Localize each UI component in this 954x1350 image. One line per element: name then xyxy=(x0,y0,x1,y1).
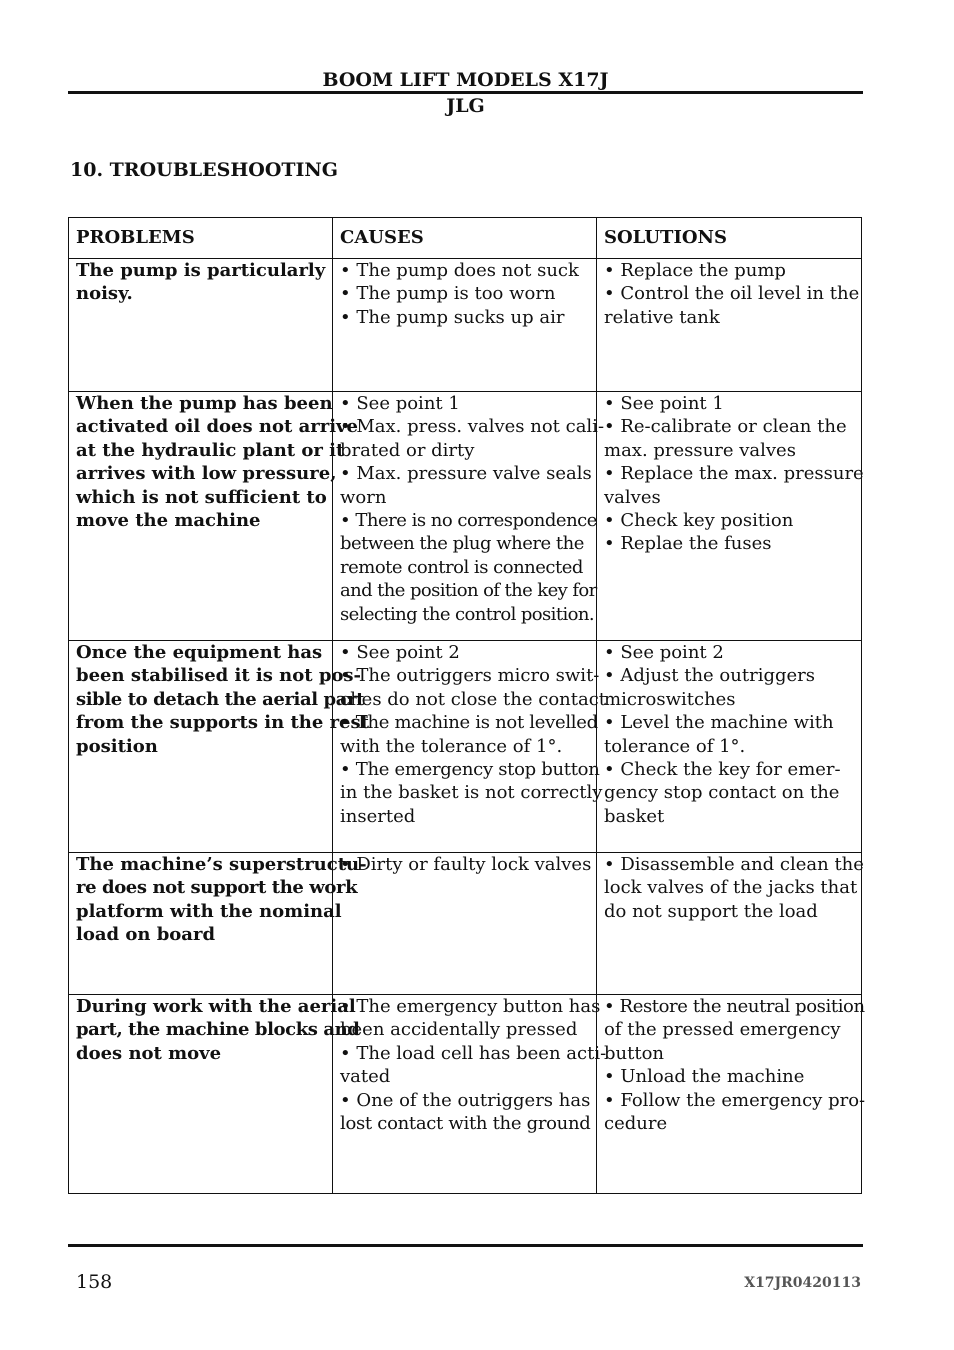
problem-line: Once the equipment has xyxy=(76,642,323,663)
solution-line: • See point 1 xyxy=(604,393,724,414)
cause-line: • See point 1 xyxy=(340,393,460,414)
solution-line: max. pressure valves xyxy=(604,439,796,461)
solution-line: relative tank xyxy=(604,306,720,328)
cause-line: and the position of the key for xyxy=(340,580,597,602)
cause-line: worn xyxy=(340,486,387,508)
problem-line: load on board xyxy=(76,924,216,946)
cause-line: • Dirty or faulty lock valves xyxy=(340,854,592,875)
cause-line: selecting the control position. xyxy=(340,603,594,625)
problem-line: sible to detach the aerial part xyxy=(76,688,365,710)
cause-line: • The emergency button has xyxy=(340,996,601,1017)
cause-line: • There is no correspondence xyxy=(340,510,597,532)
page-number: 158 xyxy=(76,1271,113,1293)
cause-line: • See point 2 xyxy=(340,642,460,663)
footer-rule xyxy=(68,1244,863,1247)
solution-line: basket xyxy=(604,805,665,827)
cause-line: • Max. press. valves not cali- xyxy=(340,416,605,438)
cause-line: remote control is connected xyxy=(340,556,583,578)
table-row xyxy=(69,641,862,853)
solution-line: of the pressed emergency xyxy=(604,1019,841,1041)
problem-line: During work with the aerial xyxy=(76,996,356,1017)
table-row xyxy=(69,392,862,641)
solution-line: valves xyxy=(604,486,661,508)
solution-line: • Adjust the outriggers xyxy=(604,665,815,687)
problem-line: which is not sufficient to xyxy=(76,486,327,508)
document-code: X17JR0420113 xyxy=(744,1275,861,1291)
solution-line: • Control the oil level in the xyxy=(604,283,860,305)
solutions-cell xyxy=(597,392,862,641)
problem-line: arrives with low pressure, xyxy=(76,463,337,485)
cause-line: inserted xyxy=(340,805,416,827)
header-subtitle: JLG xyxy=(446,95,485,117)
solution-line: • Unload the machine xyxy=(604,1066,805,1088)
problem-line: position xyxy=(76,735,158,757)
causes-cell xyxy=(333,853,597,995)
problem-cell xyxy=(69,995,360,1194)
cause-line: • The load cell has been acti- xyxy=(340,1042,607,1064)
solution-line: • Check the key for emer- xyxy=(604,759,841,781)
section-title: 10. TROUBLESHOOTING xyxy=(70,159,339,181)
solution-line: • Replae the fuses xyxy=(604,533,772,555)
problem-line: does not move xyxy=(76,1042,222,1064)
problem-line: When the pump has been xyxy=(76,393,333,414)
causes-cell xyxy=(333,259,597,392)
solution-line: • Restore the neutral position xyxy=(604,996,865,1017)
problem-line: platform with the nominal xyxy=(76,900,342,922)
solutions-cell xyxy=(597,995,866,1194)
solution-line: lock valves of the jacks that xyxy=(604,877,858,899)
cause-line: lost contact with the ground xyxy=(340,1113,591,1135)
table-header-row xyxy=(69,218,862,259)
cause-line: between the plug where the xyxy=(340,533,584,555)
problem-line: part, the machine blocks and xyxy=(76,1019,360,1041)
cause-line: with the tolerance of 1°. xyxy=(340,735,563,757)
cause-line: • One of the outriggers has xyxy=(340,1089,591,1111)
problem-cell xyxy=(69,392,358,641)
problem-line: noisy. xyxy=(76,283,133,305)
problem-cell xyxy=(69,259,333,392)
cause-line: • The emergency stop button xyxy=(340,759,600,781)
problem-line: been stabilised it is not pos- xyxy=(76,665,362,687)
cause-line: ches do not close the contact xyxy=(340,688,607,710)
solution-line: tolerance of 1°. xyxy=(604,735,746,757)
solution-line: • Replace the pump xyxy=(604,260,786,281)
causes-cell xyxy=(333,392,605,641)
cause-line: • The machine is not levelled xyxy=(340,712,598,734)
solution-line: • Level the machine with xyxy=(604,712,834,734)
solution-line: • Check key position xyxy=(604,510,794,532)
cause-line: • The pump does not suck xyxy=(340,260,579,281)
cause-line: been accidentally pressed xyxy=(340,1019,578,1041)
solution-line: microswitches xyxy=(604,688,736,710)
solution-line: • See point 2 xyxy=(604,642,724,663)
cause-line: • The pump is too worn xyxy=(340,283,556,305)
problem-line: The pump is particularly xyxy=(76,260,326,281)
solution-line: • Follow the emergency pro- xyxy=(604,1089,866,1111)
causes-cell xyxy=(333,641,607,853)
table-row xyxy=(69,853,862,995)
solution-line: do not support the load xyxy=(604,900,818,922)
table-row xyxy=(69,995,862,1194)
problem-line: at the hydraulic plant or it xyxy=(76,439,345,461)
problem-line: from the supports in the rest xyxy=(76,712,369,734)
table-row xyxy=(69,259,862,392)
cause-line: vated xyxy=(340,1066,391,1088)
column-header-causes: CAUSES xyxy=(333,218,597,259)
solutions-cell xyxy=(597,259,862,392)
problem-line: re does not support the work xyxy=(76,877,358,899)
column-header-problems: PROBLEMS xyxy=(69,218,333,259)
solution-line: cedure xyxy=(604,1113,668,1135)
header-title: BOOM LIFT MODELS X17J xyxy=(322,69,609,91)
cause-line: brated or dirty xyxy=(340,439,475,461)
troubleshooting-table xyxy=(68,217,866,1194)
solutions-cell xyxy=(597,641,862,853)
problem-line: move the machine xyxy=(76,510,261,532)
problem-cell xyxy=(69,853,367,995)
cause-line: in the basket is not correctly xyxy=(340,782,603,804)
solution-line: • Replace the max. pressure xyxy=(604,463,864,485)
solution-line: • Re-calibrate or clean the xyxy=(604,416,847,438)
cause-line: • The outriggers micro swit- xyxy=(340,665,600,687)
solution-line: • Disassemble and clean the xyxy=(604,854,864,875)
solution-line: gency stop contact on the xyxy=(604,782,840,804)
problem-line: activated oil does not arrive xyxy=(76,416,358,438)
problem-cell xyxy=(69,641,369,853)
causes-cell xyxy=(333,995,607,1194)
solutions-cell xyxy=(597,853,862,995)
cause-line: • Max. pressure valve seals xyxy=(340,463,592,485)
solution-line: button xyxy=(604,1042,665,1064)
problem-line: The machine’s superstructu- xyxy=(76,854,367,875)
cause-line: • The pump sucks up air xyxy=(340,306,565,328)
column-header-solutions: SOLUTIONS xyxy=(597,218,862,259)
